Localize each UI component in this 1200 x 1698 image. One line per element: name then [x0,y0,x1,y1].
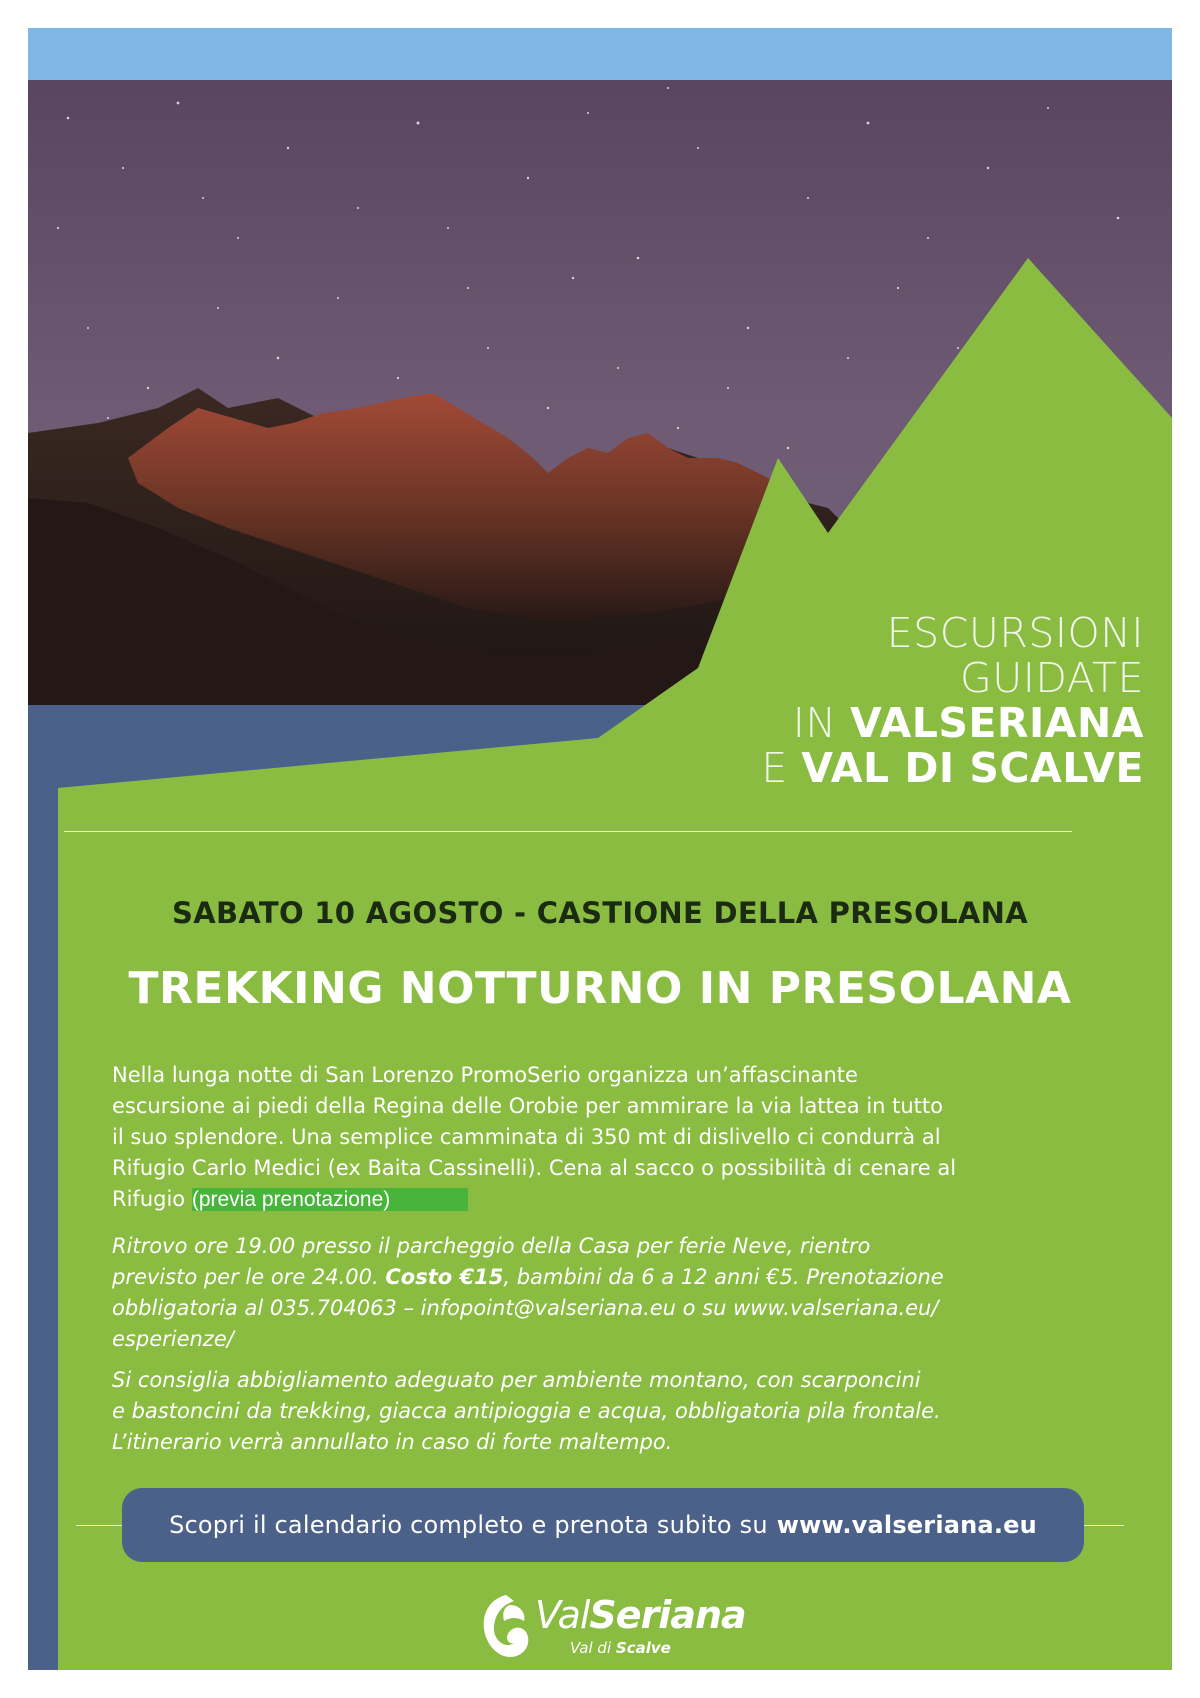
booking-highlight: (previa prenotazione) [192,1188,468,1211]
headline-line-3-bold: VALSERIANA [850,699,1144,747]
calendar-cta-bar[interactable] [122,1488,1084,1562]
cost-label: Costo €15 [385,1265,504,1289]
event-date-location: SABATO 10 AGOSTO - CASTIONE DELLA PRESOLANA [172,896,1028,930]
intro-line: escursione ai piedi della Regina delle Orobie per ammirare la via lattea in tutto [112,1094,943,1118]
headline-line-1: ESCURSIONI [886,609,1144,657]
poster [28,28,1172,1670]
headline-line-2: GUIDATE [959,654,1144,702]
header-divider [64,831,1072,832]
advice-paragraph [112,1365,1102,1458]
brand-sub-bold: Scalve [615,1639,671,1657]
brand-name-light: Val [535,1593,590,1637]
cta-divider-left [76,1525,122,1526]
brand-subtitle [570,1639,671,1657]
meeting-line: Ritrovo ore 19.00 presso il parcheggio della Casa per ferie Neve, rientro [112,1234,871,1258]
meeting-line [112,1262,1102,1293]
headline-line-3-prefix: IN [792,699,851,747]
meeting-line-2-suffix: , bambini da 6 a 12 anni €5. Prenotazione [503,1265,944,1289]
advice-line: e bastoncini da trekking, giacca antipioggia e acqua, obbligatoria pila frontale. [112,1399,941,1423]
headline-line-4-bold: VAL DI SCALVE [801,744,1144,792]
brand-name-bold: Seriana [589,1593,746,1637]
meeting-line-2-prefix: previsto per le ore 24.00. [112,1265,386,1289]
cta-text: Scopri il calendario completo e prenota subito su [169,1511,768,1539]
cta-link[interactable]: www.valseriana.eu [776,1511,1037,1539]
meeting-paragraph [112,1231,1102,1355]
brand-name [535,1593,746,1637]
intro-line: Nella lunga notte di San Lorenzo PromoSerio organizza un’affascinante [112,1063,858,1087]
brand-sub-light: Val di [570,1639,616,1657]
meeting-line: obbligatoria al 035.704063 – infopoint@valseriana.eu o su www.valseriana.eu/ [112,1296,939,1320]
intro-line [112,1184,1102,1215]
headline-line-3 [761,701,1144,746]
intro-line: Rifugio Carlo Medici (ex Baita Cassinelli). Cena al sacco o possibilità di cenare al [112,1156,957,1180]
event-title: TREKKING NOTTURNO IN PRESOLANA [128,963,1072,1014]
valseriana-logo [480,1591,746,1666]
intro-paragraph [112,1060,1102,1215]
headline [761,611,1144,791]
headline-line-4 [761,746,1144,791]
meeting-line: esperienze/ [112,1327,234,1351]
intro-last-prefix: Rifugio [112,1187,192,1211]
advice-line: Si consiglia abbigliamento adeguato per ambiente montano, con scarponcini [112,1368,921,1392]
valseriana-logo-icon [480,1591,532,1661]
headline-line-4-prefix: E [761,744,802,792]
intro-line: il suo splendore. Una semplice camminata di 350 mt di dislivello ci condurrà al [112,1125,941,1149]
advice-line: L’itinerario verrà annullato in caso di forte maltempo. [112,1430,673,1454]
cta-divider-right [1084,1525,1124,1526]
